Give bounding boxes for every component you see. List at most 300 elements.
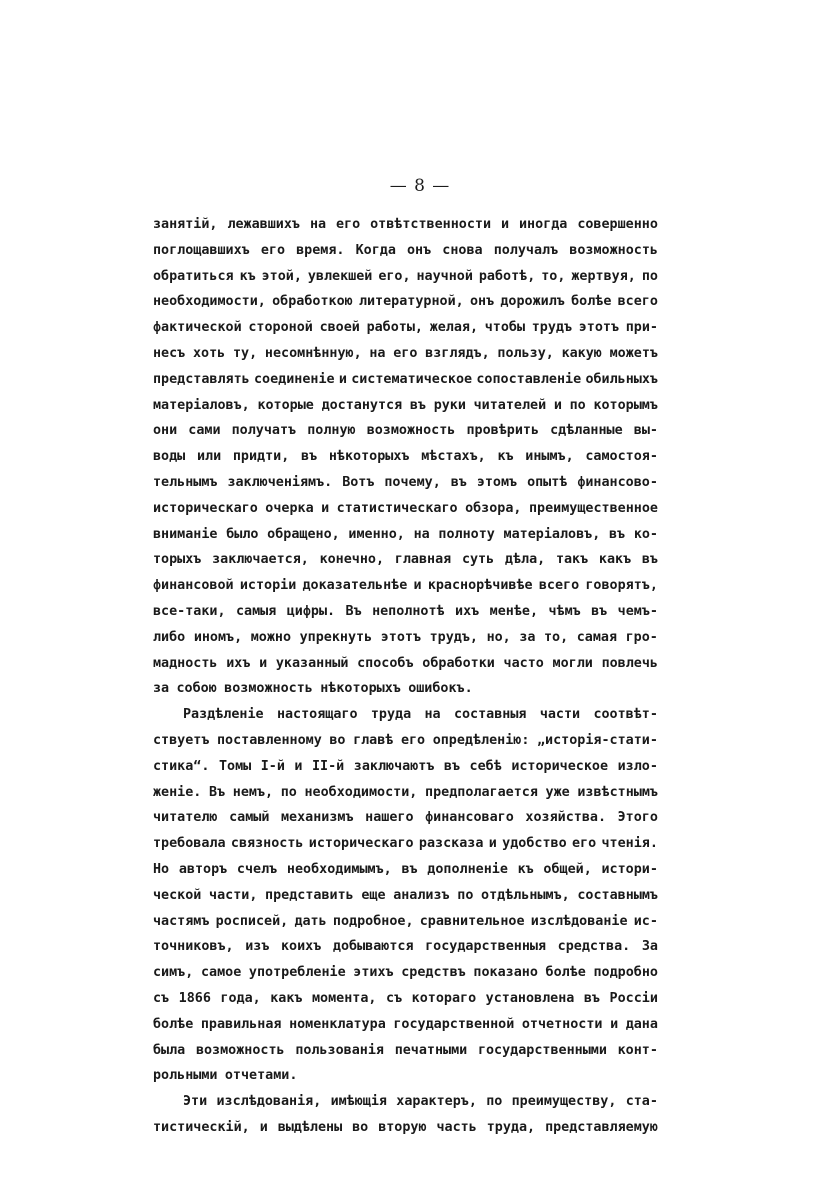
word: опредѣленію: — [432, 732, 530, 748]
word: время. — [296, 242, 345, 258]
word: въ — [409, 397, 426, 413]
word: цифры. — [286, 603, 336, 619]
word: необходимости, — [304, 784, 418, 800]
word: стика“. — [153, 758, 210, 774]
word: трудъ — [531, 320, 573, 336]
word: имѣющія — [330, 1094, 387, 1110]
word: провѣрить — [466, 423, 540, 439]
word: разсказа — [418, 836, 484, 852]
word: анализъ — [393, 887, 450, 903]
word: болѣе — [153, 1016, 194, 1032]
word: ту, — [232, 345, 258, 361]
word: часто — [503, 655, 544, 671]
word: государственныя — [425, 939, 547, 955]
word: то, — [541, 268, 566, 284]
word: взглядъ, — [425, 345, 490, 361]
word: всего — [538, 578, 580, 594]
word: самый — [229, 810, 270, 826]
word: Эти — [183, 1094, 208, 1110]
word: за — [153, 681, 170, 697]
word: неполнотѣ — [372, 603, 445, 619]
word: повлечь — [601, 655, 658, 671]
word: финансовой — [153, 578, 234, 594]
word: чтобы — [484, 320, 526, 336]
text-line — [153, 393, 658, 419]
word: средствъ — [401, 965, 466, 981]
word: опытѣ — [527, 474, 568, 490]
word: сравнительное — [419, 913, 525, 929]
word: предполагается — [425, 784, 538, 800]
word: заключаютъ — [353, 758, 435, 774]
word: къ — [239, 268, 256, 284]
word: или — [196, 449, 222, 465]
word: въ — [583, 990, 600, 1006]
word: Въ — [209, 784, 226, 800]
word: преимущественное — [528, 500, 658, 516]
word: занятій, — [153, 217, 218, 232]
word: можно — [250, 629, 292, 645]
word: подробно — [593, 965, 658, 981]
word: труда — [370, 707, 412, 723]
word: въ — [591, 603, 608, 619]
word: хозяйства. — [525, 810, 607, 826]
word: Томы — [218, 758, 252, 774]
word: собою — [176, 681, 217, 697]
word: систематическое — [351, 371, 473, 387]
word: составнымъ — [577, 887, 658, 903]
word: мадность — [153, 655, 218, 671]
word: говорятъ, — [585, 578, 658, 594]
text-line — [153, 599, 658, 625]
word: на — [369, 345, 386, 361]
word: историческаго — [153, 500, 258, 516]
word: отчетами. — [224, 1068, 298, 1084]
word: Раздѣленіе — [183, 707, 264, 723]
word: обращено, — [267, 526, 340, 542]
word: выдѣлены — [277, 1119, 343, 1135]
word: они — [153, 423, 178, 439]
word: дополненіе — [427, 861, 508, 877]
text-line — [153, 754, 658, 780]
word: обработки — [422, 655, 495, 671]
word: руки — [433, 397, 466, 413]
word: сопоставленіе — [476, 371, 582, 387]
word: читателей — [473, 397, 547, 413]
word: ста- — [625, 1094, 658, 1110]
word: его — [571, 836, 597, 852]
text-line — [153, 805, 658, 831]
word: средства. — [557, 939, 631, 955]
text-line — [153, 702, 658, 728]
word: характеръ, — [396, 1094, 477, 1110]
word: несъ — [153, 345, 186, 361]
text-line — [153, 470, 658, 496]
word: исторіи — [239, 578, 297, 594]
word: удобство — [502, 836, 567, 852]
word: во — [329, 732, 346, 748]
word: работы, — [366, 320, 423, 336]
word: обильныхъ — [585, 371, 658, 387]
word: заключается, — [212, 552, 309, 568]
word: и — [501, 217, 510, 232]
word: дорожилъ — [500, 294, 565, 310]
word: извѣстнымъ — [577, 784, 658, 800]
word: За — [641, 939, 658, 955]
word: этомъ — [476, 474, 518, 490]
word: механизмъ — [281, 810, 354, 826]
text-line — [153, 857, 658, 883]
word: какую — [561, 345, 602, 361]
word: самостоя- — [585, 449, 658, 465]
word: въ — [401, 861, 418, 877]
word: обратиться — [153, 268, 234, 284]
word: возможность — [224, 681, 313, 697]
page-number: — 8 — — [389, 176, 451, 196]
word: возможность — [366, 423, 456, 439]
word: Въ — [345, 603, 362, 619]
word: на — [309, 217, 327, 232]
text-line — [153, 780, 658, 806]
word: его — [336, 217, 361, 232]
word: которымъ — [593, 397, 658, 413]
word: и — [294, 758, 303, 774]
word: отвѣтственности — [370, 217, 492, 232]
word: изслѣдованія, — [216, 1094, 322, 1110]
word: торыхъ — [153, 552, 202, 568]
word: получалъ — [493, 242, 559, 258]
word: котораго — [411, 990, 477, 1006]
word: совершенно — [577, 217, 658, 232]
word: болѣе — [571, 294, 612, 310]
word: государственными — [477, 1042, 607, 1058]
word: себѣ — [469, 758, 502, 774]
word: то, — [544, 629, 569, 645]
word: финансово- — [577, 474, 658, 490]
word: самая — [576, 629, 618, 645]
word: конт- — [617, 1042, 658, 1058]
word: и — [259, 1119, 268, 1135]
word: возможность — [569, 242, 658, 258]
word: работѣ, — [478, 268, 536, 284]
word: по — [569, 397, 586, 413]
word: именно, — [348, 526, 405, 542]
word: при- — [625, 320, 658, 336]
text-line — [153, 625, 658, 651]
text-line — [153, 934, 658, 960]
word: увлекшей — [307, 268, 373, 284]
word: на — [424, 707, 441, 723]
word: подробное, — [332, 913, 414, 929]
word: финансоваго — [425, 810, 514, 826]
text-line — [153, 522, 658, 548]
text-line — [153, 444, 658, 470]
word: „исторія-стати- — [537, 732, 658, 748]
word: уже — [545, 784, 570, 800]
word: отдѣльнымъ, — [481, 887, 570, 903]
word: вы- — [633, 423, 658, 439]
word: изло- — [617, 758, 658, 774]
word: дать — [294, 913, 327, 929]
word: часть — [436, 1119, 477, 1135]
word: въ — [301, 449, 318, 465]
word: матеріаловъ, — [153, 397, 250, 413]
word: труда, — [486, 1119, 536, 1135]
word: вторую — [378, 1119, 427, 1135]
word: историческаго — [308, 836, 414, 852]
word: составныя — [453, 707, 527, 723]
word: сдѣланные — [550, 423, 623, 439]
word: краснорѣчивѣе — [427, 578, 533, 594]
text-line — [153, 264, 658, 290]
word: чемъ- — [617, 603, 658, 619]
word: ис- — [633, 913, 658, 929]
word: Вотъ — [342, 474, 375, 490]
text-line — [153, 1012, 658, 1038]
word: хоть — [192, 345, 226, 361]
text-line — [153, 573, 658, 599]
word: Россіи — [609, 990, 658, 1006]
word: изъ — [245, 939, 270, 955]
word: этотъ — [380, 629, 422, 645]
word: суть — [461, 552, 495, 568]
text-line — [153, 1038, 658, 1064]
word: связность — [230, 836, 304, 852]
word: стороной — [248, 320, 313, 336]
word: самое — [200, 965, 242, 981]
word: ко- — [633, 526, 658, 542]
word: желая, — [429, 320, 479, 336]
word: и — [610, 1016, 619, 1032]
word: этихъ — [353, 965, 394, 981]
text-line — [153, 1089, 658, 1115]
word: ихъ — [226, 655, 251, 671]
word: онъ — [469, 294, 495, 310]
word: и — [321, 500, 330, 516]
word: Этого — [617, 810, 658, 826]
word: преимуществу, — [511, 1094, 617, 1110]
word: тельнымъ — [153, 474, 218, 490]
word: читателю — [153, 810, 218, 826]
word: болѣе — [545, 965, 586, 981]
word: къ — [517, 861, 534, 877]
word: нѣкоторыхъ — [320, 681, 401, 697]
word: придти, — [232, 449, 290, 465]
word: I-й — [260, 758, 285, 774]
text-line — [153, 367, 658, 393]
word: указанный — [275, 655, 349, 671]
word: его — [393, 345, 418, 361]
word: соотвѣт- — [593, 707, 658, 723]
word: ческой — [153, 887, 202, 903]
word: матеріаловъ, — [503, 526, 601, 542]
word: необходимости, — [153, 294, 266, 310]
word: получатъ — [231, 423, 297, 439]
word: его, — [378, 268, 411, 284]
word: и — [413, 578, 422, 594]
word: авторъ — [178, 861, 228, 877]
word: въ — [608, 526, 626, 542]
word: полную — [307, 423, 356, 439]
text-line — [153, 960, 658, 986]
word: фактической — [153, 320, 242, 336]
word: росписей, — [215, 913, 289, 929]
word: главѣ — [353, 732, 394, 748]
word: тистическій, — [153, 1119, 250, 1135]
word: на — [413, 526, 430, 542]
word: почему, — [384, 474, 441, 490]
word: онъ — [407, 242, 432, 258]
word: общей, — [543, 861, 592, 877]
text-line — [153, 651, 658, 677]
word: воды — [153, 449, 186, 465]
word: трудъ, — [429, 629, 478, 645]
word: мѣстахъ, — [421, 449, 486, 465]
word: дана — [625, 1016, 658, 1032]
text-line — [153, 1115, 658, 1141]
word: полноту — [438, 526, 495, 542]
body-text — [153, 212, 658, 1141]
word: возможность — [195, 1042, 285, 1058]
word: представить — [265, 887, 354, 903]
word: вниманіе — [153, 526, 218, 542]
word: чтенія. — [601, 836, 658, 852]
word: снова — [442, 242, 483, 258]
text-line — [153, 418, 658, 444]
word: женіе. — [153, 784, 202, 800]
text-line — [153, 676, 658, 702]
word: ихъ — [455, 603, 480, 619]
word: этой, — [261, 268, 302, 284]
word: ствуетъ — [153, 732, 210, 748]
word: пользованія — [295, 1042, 384, 1058]
word: Но — [153, 861, 170, 877]
word: историческое — [511, 758, 609, 774]
word: доказательнѣе — [302, 578, 408, 594]
word: обзора, — [465, 500, 522, 516]
word: нѣкоторыхъ — [328, 449, 410, 465]
word: въ — [443, 758, 461, 774]
word: поставленному — [217, 732, 322, 748]
word: показано — [473, 965, 538, 981]
word: II-й — [312, 758, 345, 774]
word: научной — [416, 268, 473, 284]
word: самыя — [235, 603, 277, 619]
word: было — [226, 526, 259, 542]
word: печатными — [394, 1042, 468, 1058]
text-line — [153, 341, 658, 367]
word: несомнѣнную, — [264, 345, 362, 361]
word: и — [488, 836, 497, 852]
word: государственной — [393, 1016, 515, 1032]
word: могли — [552, 655, 593, 671]
text-line — [153, 547, 658, 573]
word: чѣмъ — [548, 603, 581, 619]
word: которые — [257, 397, 314, 413]
word: нашего — [365, 810, 414, 826]
word: сами — [188, 423, 221, 439]
word: требовала — [153, 836, 226, 852]
text-line — [153, 986, 658, 1012]
word: истори- — [601, 861, 658, 877]
word: литературной, — [358, 294, 464, 310]
text-line — [153, 496, 658, 522]
text-line — [153, 289, 658, 315]
word: по — [280, 784, 297, 800]
word: частямъ — [153, 913, 210, 929]
word: соединеніе — [254, 371, 335, 387]
word: номенклатура — [289, 1016, 386, 1032]
word: способъ — [357, 655, 414, 671]
word: своей — [319, 320, 360, 336]
word: либо — [153, 629, 186, 645]
word: съ — [153, 990, 170, 1006]
word: какъ — [270, 990, 303, 1006]
word: установлена — [485, 990, 575, 1006]
word: по — [457, 887, 474, 903]
word: счелъ — [236, 861, 278, 877]
text-line — [153, 728, 658, 754]
text-line — [153, 909, 658, 935]
text-line — [153, 883, 658, 909]
text-line — [153, 238, 658, 264]
word: дѣла, — [504, 552, 546, 568]
word: года, — [220, 990, 261, 1006]
word: представляемую — [545, 1119, 658, 1135]
word: пользу, — [497, 345, 554, 361]
text-line — [153, 1063, 658, 1089]
word: по — [641, 268, 658, 284]
word: его — [400, 732, 426, 748]
word: рольными — [153, 1068, 218, 1084]
word: правильная — [200, 1016, 282, 1032]
word: части, — [209, 887, 258, 903]
word: лежавшихъ — [227, 217, 300, 232]
text-line — [153, 315, 658, 341]
word: по — [486, 1094, 503, 1110]
word: въ — [450, 474, 467, 490]
word: къ — [497, 449, 514, 465]
word: и — [553, 397, 562, 413]
word: еще — [361, 887, 386, 903]
word: была — [153, 1042, 186, 1058]
word: всего — [617, 294, 658, 310]
word: заключеніямъ. — [227, 474, 333, 490]
word: главная — [394, 552, 452, 568]
word: коихъ — [281, 939, 322, 955]
word: иномъ, — [193, 629, 243, 645]
word: части — [539, 707, 581, 723]
word: обработкою — [272, 294, 353, 310]
word: менѣе, — [489, 603, 539, 619]
word: но, — [486, 629, 511, 645]
word: необходимымъ, — [286, 861, 392, 877]
word: за — [519, 629, 536, 645]
word: и — [259, 655, 268, 671]
word: употребленіе — [248, 965, 346, 981]
word: изслѣдованіе — [530, 913, 628, 929]
word: Когда — [355, 242, 396, 258]
word: гро- — [625, 629, 658, 645]
word: момента, — [312, 990, 377, 1006]
word: его — [260, 242, 286, 258]
text-line — [153, 212, 658, 238]
word: добываются — [332, 939, 414, 955]
word: настоящаго — [276, 707, 358, 723]
word: симъ, — [153, 965, 194, 981]
word: въ — [641, 552, 658, 568]
word: можетъ — [609, 345, 658, 361]
word: во — [352, 1119, 369, 1135]
